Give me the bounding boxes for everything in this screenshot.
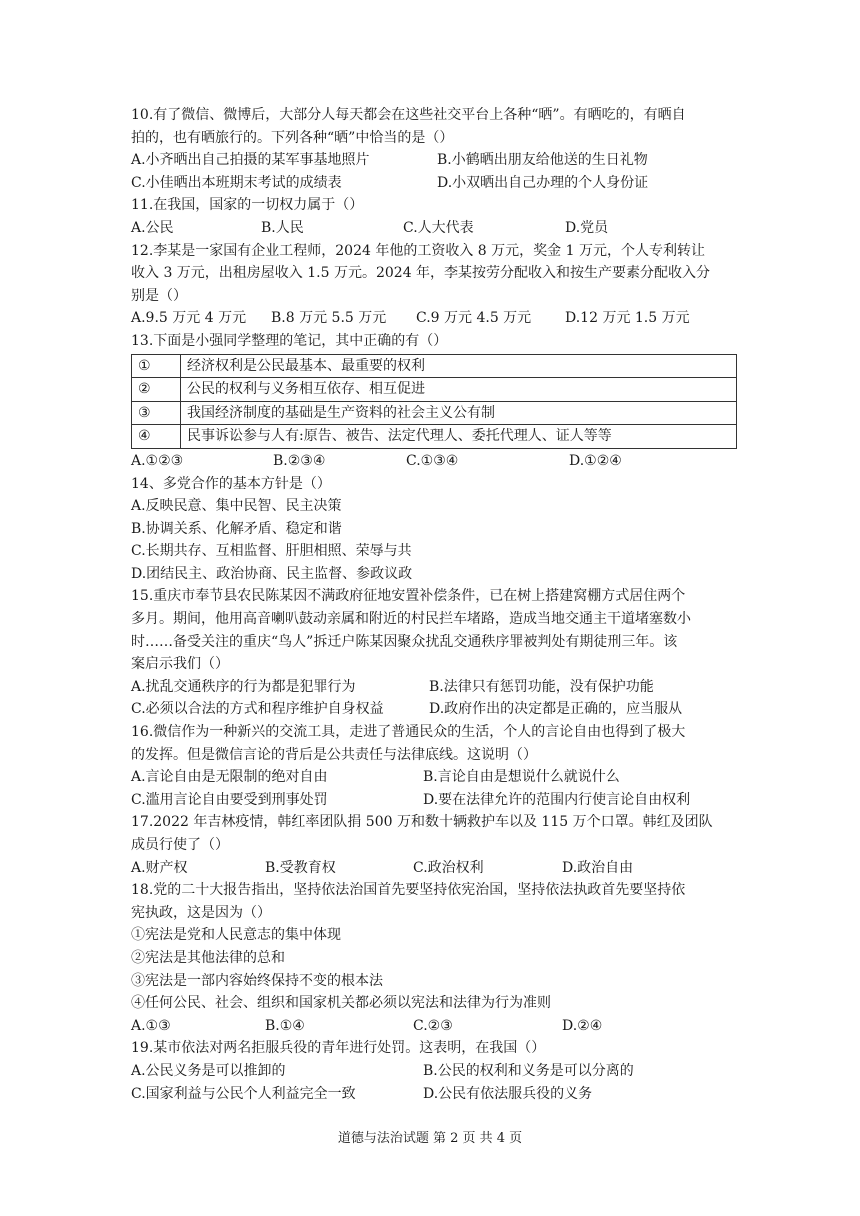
question-11-stem: 11.在我国，国家的一切权力属于（） — [131, 197, 364, 214]
table-row — [132, 401, 737, 425]
row-number: ② — [132, 378, 181, 402]
option-c: C.小佳晒出本班期末考试的成绩表 — [131, 174, 342, 191]
question-17-stem-line-1: 17.2022 年吉林疫情，韩红率团队捐 500 万和数十辆救护车以及 115 万个口罩。韩红及团队 — [131, 814, 713, 831]
question-18 — [131, 879, 741, 1037]
option-c: C.必须以合法的方式和程序维护自身权益 — [131, 701, 384, 718]
option-c: C.滥用言论自由要受到刑事处罚 — [131, 791, 328, 808]
option-b: B.协调关系、化解矛盾、稳定和谐 — [131, 520, 342, 537]
option-c: C.①③④ — [406, 452, 459, 469]
question-18-stem-line-1: 18.党的二十大报告指出，坚持依法治国首先要坚持依宪治国，坚持依法执政首先要坚持依 — [131, 882, 686, 899]
statement-4: ④任何公民、社会、组织和国家机关都必须以宪法和法律为行为准则 — [131, 995, 551, 1012]
option-b: B.人民 — [261, 219, 304, 236]
question-10-stem-line-2: 拍的，也有晒旅行的。下列各种“晒”中恰当的是（） — [131, 129, 454, 146]
row-text: 民事诉讼参与人有:原告、被告、法定代理人、委托代理人、证人等等 — [181, 425, 737, 449]
question-14-stem: 14、多党合作的基本方针是（） — [131, 475, 331, 492]
option-b: B.①④ — [265, 1017, 305, 1034]
statement-2: ②宪法是其他法律的总和 — [131, 949, 285, 966]
option-b: B.公民的权利和义务是可以分离的 — [423, 1062, 634, 1079]
question-13-stem: 13.下面是小强同学整理的笔记，其中正确的有（） — [131, 332, 448, 349]
question-18-options — [131, 1015, 741, 1038]
option-d: D.①②④ — [569, 452, 622, 469]
question-15-stem-line-2: 多月。期间，他用高音喇叭鼓动亲属和附近的村民拦车堵路，造成当地交通主干道堵塞数小 — [131, 611, 691, 628]
row-text: 我国经济制度的基础是生产资料的社会主义公有制 — [181, 401, 737, 425]
option-d: D.要在法律允许的范围内行使言论自由权利 — [423, 791, 691, 808]
option-c: C.长期共存、互相监督、肝胆相照、荣辱与共 — [131, 543, 412, 560]
option-a: A.财产权 — [131, 859, 188, 876]
table-row — [132, 425, 737, 449]
option-d: D.政府作出的决定都是正确的，应当服从 — [429, 701, 683, 718]
statement-1: ①宪法是党和人民意志的集中体现 — [131, 927, 341, 944]
option-b: B.受教育权 — [265, 859, 336, 876]
question-19 — [131, 1037, 741, 1105]
row-number: ③ — [132, 401, 181, 425]
question-16-options-row-1 — [131, 766, 741, 789]
option-b: B.小鹤晒出朋友给他送的生日礼物 — [437, 152, 648, 169]
row-text: 公民的权利与义务相互依存、相互促进 — [181, 378, 737, 402]
option-d: D.小双晒出自己办理的个人身份证 — [437, 174, 649, 191]
option-d: D.公民有依法服兵役的义务 — [423, 1085, 593, 1102]
option-a: A.小齐晒出自己拍摄的某军事基地照片 — [131, 152, 370, 169]
question-13 — [131, 330, 741, 473]
option-b: B.法律只有惩罚功能，没有保护功能 — [429, 678, 654, 695]
question-19-options-row-2 — [131, 1083, 741, 1106]
question-17 — [131, 811, 741, 879]
option-a: A.公民义务是可以推卸的 — [131, 1062, 286, 1079]
option-b: B.②③④ — [273, 452, 326, 469]
question-11 — [131, 194, 741, 239]
question-15-stem-line-4: 案启示我们（） — [131, 656, 229, 673]
question-15-stem-line-1: 15.重庆市奉节县农民陈某因不满政府征地安置补偿条件，已在树上搭建窝棚方式居住两个 — [131, 588, 686, 605]
option-a: A.扰乱交通秩序的行为都是犯罪行为 — [131, 678, 356, 695]
option-a: A.公民 — [131, 219, 174, 236]
question-16-options-row-2 — [131, 789, 741, 812]
question-15-stem-line-3: 时……备受关注的重庆“鸟人”拆迁户陈某因聚众扰乱交通秩序罪被判处有期徒刑三年。该 — [131, 633, 678, 650]
option-a: A.①②③ — [131, 452, 184, 469]
question-17-stem-line-2: 成员行使了（） — [131, 837, 229, 853]
row-number: ④ — [132, 425, 181, 449]
option-c: C.9 万元 4.5 万元 — [416, 310, 532, 327]
option-d: D.党员 — [565, 219, 609, 236]
question-12 — [131, 240, 741, 330]
option-b: B.8 万元 5.5 万元 — [271, 310, 387, 327]
question-17-options — [131, 857, 741, 880]
option-d: D.12 万元 1.5 万元 — [565, 310, 690, 327]
question-10-options-row-2 — [131, 172, 741, 195]
option-c: C.②③ — [413, 1017, 453, 1034]
question-15-options-row-2 — [131, 698, 741, 721]
question-16-stem-line-2: 的发挥。但是微信言论的背后是公共责任与法律底线。这说明（） — [131, 746, 537, 763]
question-13-options — [131, 450, 741, 473]
question-19-options-row-1 — [131, 1060, 741, 1083]
option-d: D.政治自由 — [562, 859, 634, 876]
page-footer: 道德与法治试题 第 2 页 共 4 页 — [337, 1131, 523, 1146]
question-15-options-row-1 — [131, 676, 741, 699]
question-15 — [131, 585, 741, 721]
option-d: D.团结民主、政治协商、民主监督、参政议政 — [131, 565, 413, 582]
question-12-options — [131, 307, 741, 330]
option-a: A.①③ — [131, 1017, 171, 1034]
table-row — [132, 378, 737, 402]
table-row — [132, 354, 737, 378]
question-10-stem-line-1: 10.有了微信、微博后，大部分人每天都会在这些社交平台上各种“晒”。有晒吃的，有晒自 — [131, 107, 686, 123]
question-12-stem-line-1: 12.李某是一家国有企业工程师，2024 年他的工资收入 8 万元，奖金 1 万元，个人专利转让 — [131, 242, 705, 259]
option-c: C.人大代表 — [403, 219, 474, 236]
question-list — [131, 104, 741, 1105]
row-text: 经济权利是公民最基本、最重要的权利 — [181, 354, 737, 378]
question-14 — [131, 473, 741, 586]
notes-table — [131, 354, 737, 449]
question-11-options — [131, 217, 741, 240]
question-10 — [131, 104, 741, 194]
statement-3: ③宪法是一部内容始终保持不变的根本法 — [131, 972, 383, 989]
option-a: A.言论自由是无限制的绝对自由 — [131, 769, 328, 786]
question-10-options-row-1 — [131, 149, 741, 172]
question-12-stem-line-2: 收入 3 万元，出租房屋收入 1.5 万元。2024 年，李某按劳分配收入和按生产要素分配收入分 — [131, 265, 711, 282]
question-12-stem-line-3: 别是（） — [131, 287, 187, 304]
option-a: A.9.5 万元 4 万元 — [131, 310, 247, 327]
option-c: C.国家利益与公民个人利益完全一致 — [131, 1085, 356, 1102]
option-d: D.②④ — [562, 1017, 603, 1034]
option-c: C.政治权利 — [413, 859, 484, 876]
question-19-stem: 19.某市依法对两名拒服兵役的青年进行处罚。这表明，在我国（） — [131, 1040, 546, 1057]
row-number: ① — [132, 354, 181, 378]
option-b: B.言论自由是想说什么就说什么 — [423, 769, 620, 786]
option-a: A.反映民意、集中民智、民主决策 — [131, 498, 342, 515]
question-16 — [131, 721, 741, 811]
question-16-stem-line-1: 16.微信作为一种新兴的交流工具，走进了普通民众的生活，个人的言论自由也得到了极大 — [131, 724, 686, 741]
question-18-stem-line-2: 宪执政，这是因为（） — [131, 904, 271, 921]
